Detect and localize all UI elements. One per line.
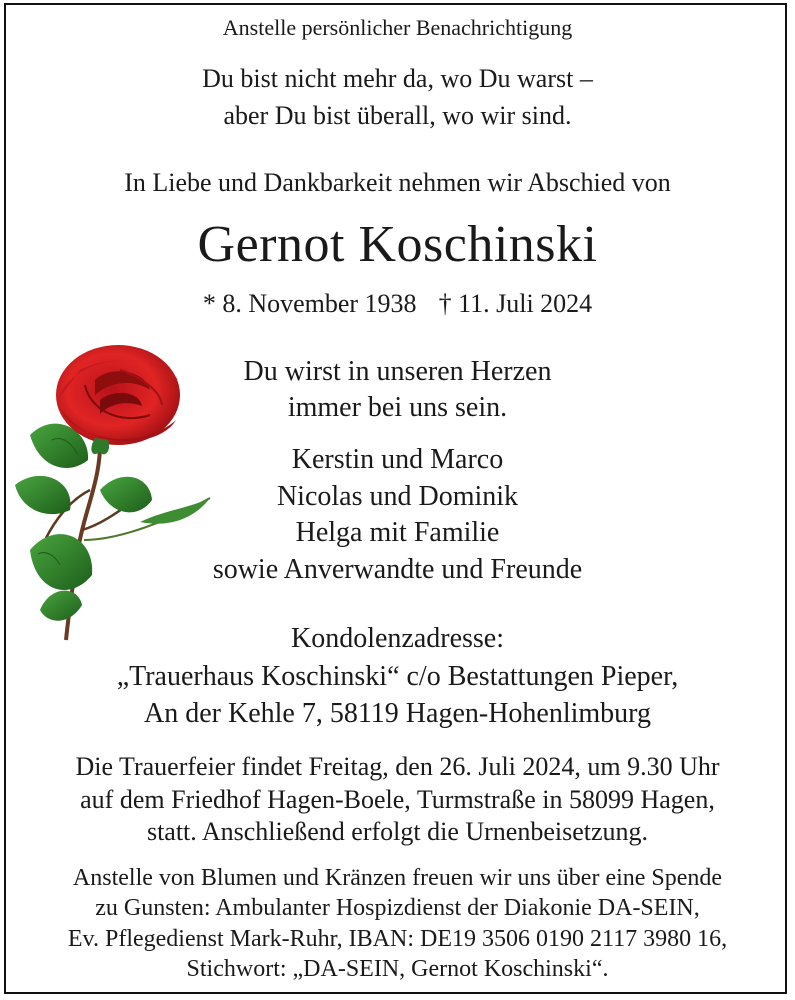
condolence-line-1: „Trauerhaus Koschinski“ c/o Bestattungen Pieper,: [116, 661, 679, 692]
mourner-3: Helga mit Familie: [295, 517, 500, 548]
birth-date: * 8. November 1938: [202, 289, 417, 318]
life-dates: [0, 291, 795, 317]
mourner-1: Kerstin und Marco: [291, 444, 504, 475]
heart-line-2: immer bei uns sein.: [287, 392, 508, 423]
death-date: † 11. Juli 2024: [438, 289, 593, 318]
quote-line-2: aber Du bist überall, wo wir sind.: [223, 101, 572, 130]
mourner-4: sowie Anverwandte und Freunde: [212, 554, 583, 585]
heart-line-1: Du wirst in unseren Herzen: [243, 356, 552, 387]
header-text: Anstelle persönlicher Benachrichtigung: [222, 15, 573, 40]
donation-line-1: Anstelle von Blumen und Kränzen freuen wir uns über eine Spende: [72, 865, 723, 891]
condolence-label: Kondolenzadresse:: [290, 623, 505, 654]
ceremony-line-3: statt. Anschließend erfolgt die Urnenbeisetzung.: [146, 817, 649, 846]
quote-line-1: Du bist nicht mehr da, wo Du warst –: [202, 64, 593, 93]
ceremony-line-1: Die Trauerfeier findet Freitag, den 26. Juli 2024, um 9.30 Uhr: [75, 752, 720, 781]
deceased-name: Gernot Koschinski: [197, 216, 598, 273]
donation-line-3: Ev. Pflegedienst Mark-Ruhr, IBAN: DE19 3506 0190 2117 3980 16,: [67, 926, 728, 952]
donation-line-2: zu Gunsten: Ambulanter Hospizdienst der Diakonie DA-SEIN,: [95, 895, 700, 921]
farewell-intro: In Liebe und Dankbarkeit nehmen wir Abschied von: [124, 168, 671, 197]
mourner-2: Nicolas und Dominik: [276, 481, 519, 512]
ceremony-line-2: auf dem Friedhof Hagen-Boele, Turmstraße in 58099 Hagen,: [80, 785, 715, 814]
condolence-line-2: An der Kehle 7, 58119 Hagen-Hohenlimburg: [144, 698, 651, 729]
donation-line-4: Stichwort: „DA-SEIN, Gernot Koschinski“.: [186, 956, 609, 982]
